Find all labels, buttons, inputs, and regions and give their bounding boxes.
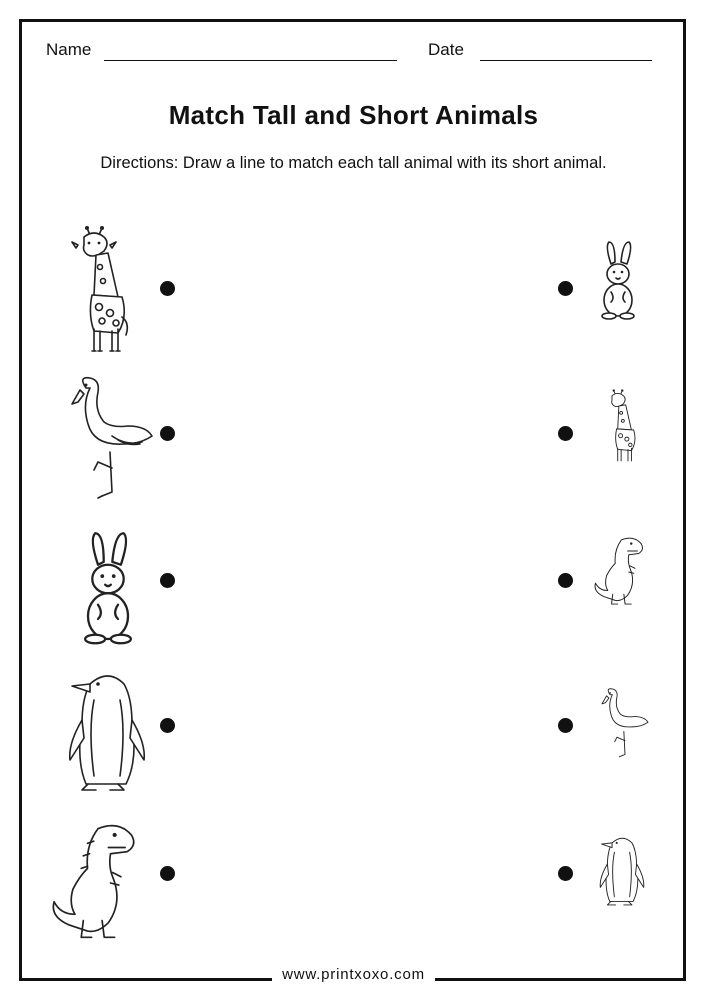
short-dot-2[interactable] <box>558 426 573 441</box>
short-dot-1[interactable] <box>558 281 573 296</box>
name-label: Name <box>46 40 92 59</box>
flamingo-icon <box>602 688 648 760</box>
tall-dot-3[interactable] <box>160 573 175 588</box>
dinosaur-icon <box>52 820 146 946</box>
directions-text: Directions: Draw a line to match each tall animal with its short animal. <box>100 154 607 172</box>
rabbit-icon <box>78 525 138 653</box>
tall-dot-5[interactable] <box>160 866 175 881</box>
tall-dot-2[interactable] <box>160 426 175 441</box>
giraffe-icon <box>70 225 140 355</box>
page-title: Match Tall and Short Animals <box>168 100 539 130</box>
flamingo-icon <box>72 378 152 500</box>
short-dot-3[interactable] <box>558 573 573 588</box>
tall-dot-1[interactable] <box>160 281 175 296</box>
footer-url: www.printxoxo.com <box>272 966 435 983</box>
penguin-icon <box>66 670 148 794</box>
name-field[interactable] <box>104 60 397 61</box>
rabbit-icon <box>597 240 639 322</box>
date-field[interactable] <box>480 60 652 61</box>
dinosaur-icon <box>594 535 650 609</box>
short-dot-4[interactable] <box>558 718 573 733</box>
footer <box>0 966 707 984</box>
short-dot-5[interactable] <box>558 866 573 881</box>
penguin-icon <box>598 834 646 908</box>
giraffe-icon <box>604 388 644 464</box>
date-label: Date <box>428 40 464 59</box>
tall-dot-4[interactable] <box>160 718 175 733</box>
